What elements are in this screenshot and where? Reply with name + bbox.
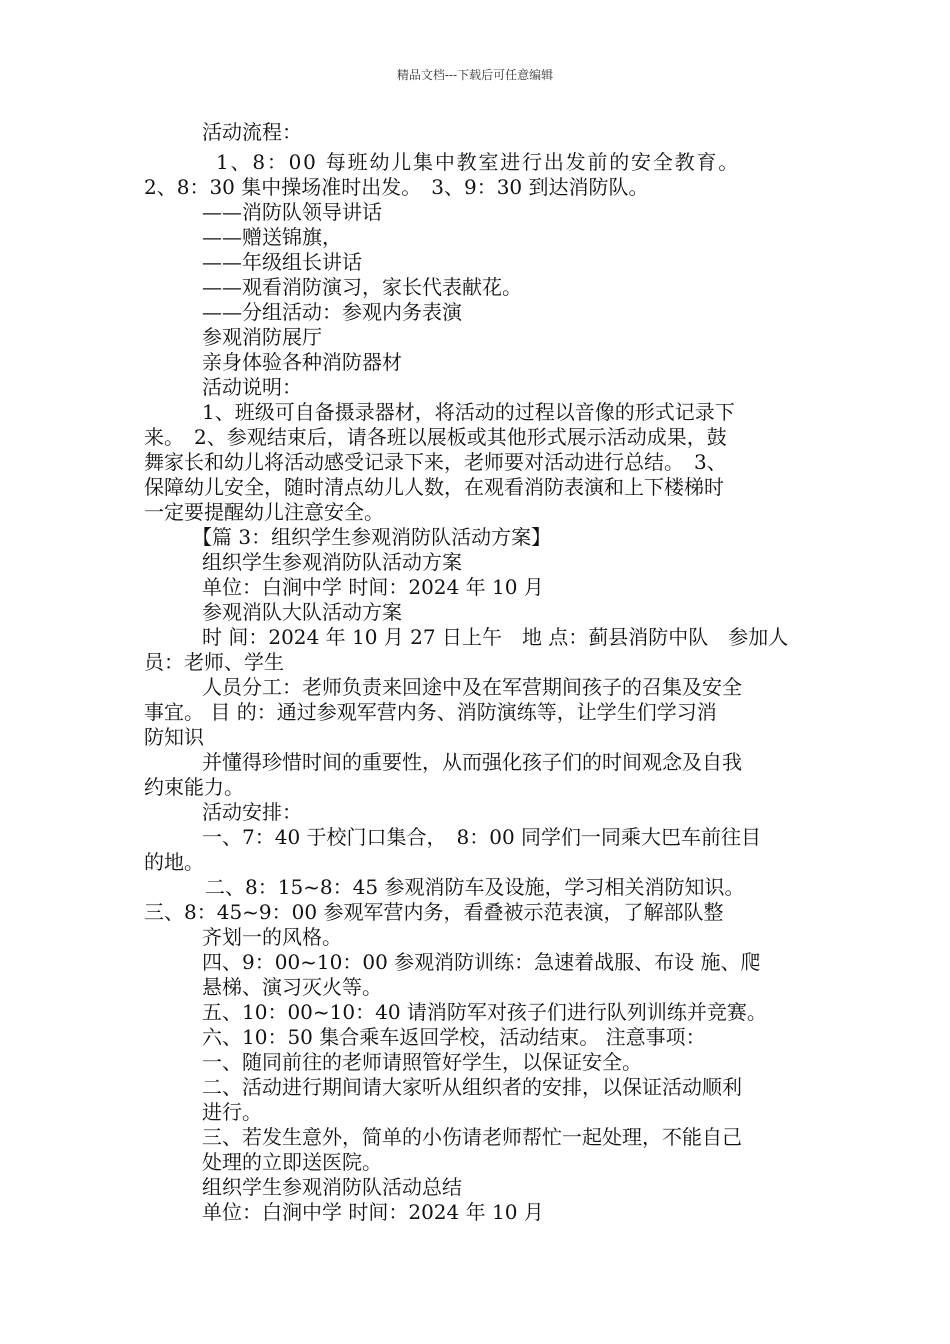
text-line: 二、8：15~8：45 参观消防车及设施，学习相关消防知识。	[205, 875, 745, 899]
text-line: 2、8：30 集中操场准时出发。 3、9：30 到达消防队。	[144, 175, 649, 199]
text-line: 时 间：2024 年 10 月 27 日上午 地 点：蓟县消防中队 参加人	[202, 625, 789, 649]
text-line: 舞家长和幼儿将活动感受记录下来，老师要对活动进行总结。 3、	[144, 450, 727, 474]
text-line: ——赠送锦旗，	[202, 225, 342, 249]
text-line: 单位：白涧中学 时间：2024 年 10 月	[202, 575, 544, 599]
text-line: 1、班级可自备摄录器材，将活动的过程以音像的形式记录下	[202, 400, 735, 424]
text-line: 一定要提醒幼儿注意安全。	[144, 500, 384, 524]
text-line: 活动安排：	[202, 800, 302, 824]
text-line: 三、若发生意外，简单的小伤请老师帮忙一起处理，不能自己	[202, 1125, 742, 1149]
text-line: 二、活动进行期间请大家听从组织者的安排，以保证活动顺利	[202, 1075, 742, 1099]
text-line: 员：老师、学生	[144, 650, 284, 674]
text-line: ——消防队领导讲话	[202, 200, 382, 224]
text-line: 处理的立即送医院。	[202, 1150, 382, 1174]
text-line: 六、10：50 集合乘车返回学校，活动结束。 注意事项：	[202, 1025, 706, 1049]
text-line: 齐划一的风格。	[202, 925, 342, 949]
text-line: 四、9：00~10：00 参观消防训练：急速着战服、布设 施、爬	[202, 950, 761, 974]
text-line: 三、8：45~9：00 参观军营内务，看叠被示范表演，了解部队整	[144, 900, 724, 924]
text-line: ——分组活动：参观内务表演	[202, 300, 462, 324]
text-line: 一、随同前往的老师请照管好学生，以保证安全。	[202, 1050, 642, 1074]
section-title: 【篇 3：组织学生参观消防队活动方案】	[192, 525, 552, 549]
text-line: 参观消队大队活动方案	[202, 600, 402, 624]
text-line: 组织学生参观消防队活动方案	[202, 550, 462, 574]
text-line: ——年级组长讲话	[202, 250, 362, 274]
text-line: 的地。	[144, 850, 204, 874]
text-line: 参观消防展厅	[202, 325, 322, 349]
text-line: 防知识	[144, 725, 204, 749]
page-header: 精品文档---下载后可任意编辑	[396, 68, 554, 82]
text-line: 悬梯、演习灭火等。	[202, 975, 382, 999]
text-line: 活动说明：	[202, 375, 302, 399]
text-line: 人员分工：老师负责来回途中及在军营期间孩子的召集及安全	[202, 675, 742, 699]
text-line: 事宜。 目 的：通过参观军营内务、消防演练等，让学生们学习消	[144, 700, 717, 724]
text-line: 亲身体验各种消防器材	[202, 350, 402, 374]
text-line: 单位：白涧中学 时间：2024 年 10 月	[202, 1200, 544, 1224]
text-line: 活动流程：	[202, 120, 302, 144]
text-line: 1、8：00 每班幼儿集中教室进行出发前的安全教育。	[216, 150, 741, 174]
text-line: 保障幼儿安全，随时清点幼儿人数，在观看消防表演和上下楼梯时	[144, 475, 724, 499]
text-line: 约束能力。	[144, 775, 244, 799]
text-line: 进行。	[202, 1100, 262, 1124]
text-line: ——观看消防演习，家长代表献花。	[202, 275, 522, 299]
text-line: 五、10：00~10：40 请消防军对孩子们进行队列训练并竞赛。	[202, 1000, 767, 1024]
text-line: 组织学生参观消防队活动总结	[202, 1175, 462, 1199]
text-line: 一、7：40 于校门口集合， 8：00 同学们一同乘大巴车前往目	[202, 825, 762, 849]
text-line: 来。 2、参观结束后，请各班以展板或其他形式展示活动成果，鼓	[144, 425, 727, 449]
text-line: 并懂得珍惜时间的重要性，从而强化孩子们的时间观念及自我	[202, 750, 742, 774]
